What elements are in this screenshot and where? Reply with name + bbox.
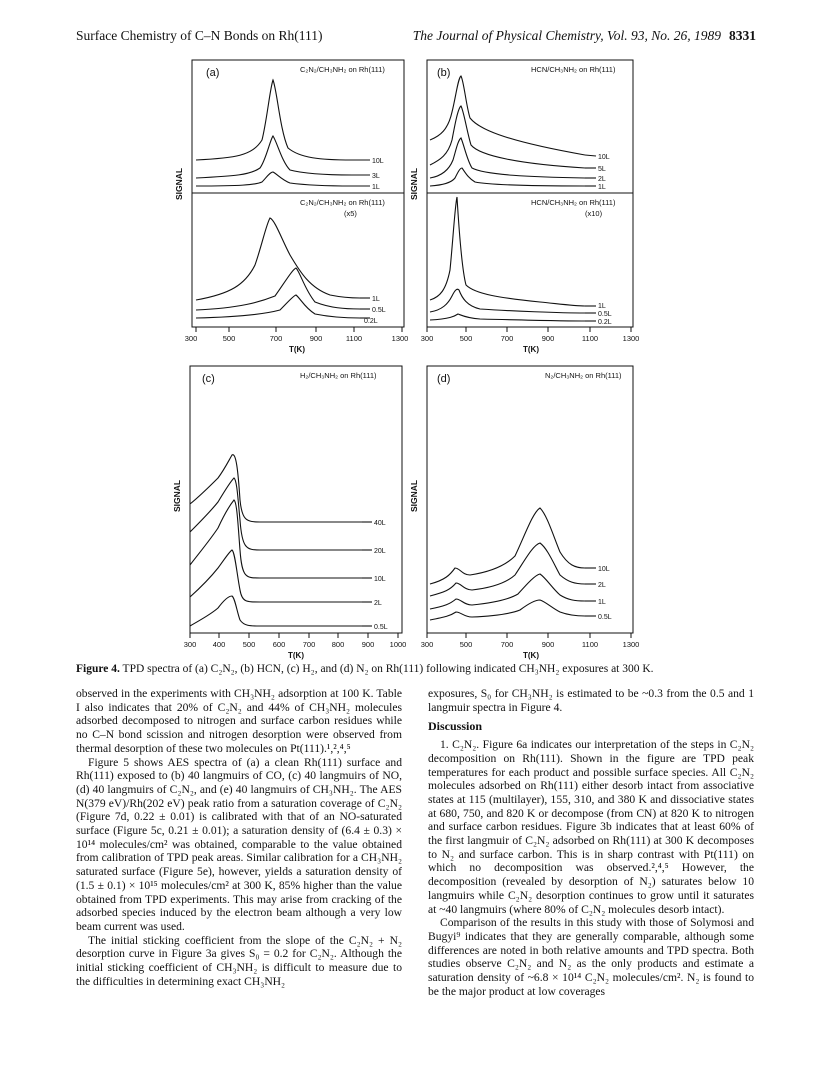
left-column xyxy=(76,687,402,988)
tick-label: 800 xyxy=(331,640,345,649)
tick-label: 1100 xyxy=(581,640,599,649)
curve-label: 2L xyxy=(374,600,382,607)
running-title: Surface Chemistry of C–N Bonds on Rh(111) xyxy=(76,28,323,43)
tick-label: 900 xyxy=(309,334,323,343)
journal-citation: The Journal of Physical Chemistry, Vol. 93, No. 26, 1989 8331 xyxy=(412,28,756,43)
section-heading: Discussion xyxy=(428,719,483,734)
y-axis-label: SIGNAL xyxy=(174,167,184,200)
panel-c-frame xyxy=(190,366,402,633)
right-column xyxy=(428,687,754,998)
tick-label: 1100 xyxy=(345,334,363,343)
panel-b-tag: (b) xyxy=(437,67,451,79)
tick-label: 1300 xyxy=(622,640,640,649)
panel-b-title-top: HCN/CH₃NH₂ on Rh(111) xyxy=(531,65,616,74)
curve-label: 20L xyxy=(374,548,386,555)
curve-label: 0.2L xyxy=(364,318,378,325)
panel-b-subtitle: (x10) xyxy=(585,209,603,218)
panel-d-title: N₂/CH₃NH₂ on Rh(111) xyxy=(545,371,622,380)
x-axis-label: T(K) xyxy=(288,651,304,660)
curve-label: 2L xyxy=(598,176,606,183)
curve-label: 10L xyxy=(372,158,384,165)
page-number: 8331 xyxy=(729,28,756,43)
tick-label: 300 xyxy=(184,334,198,343)
curve-label: 2L xyxy=(598,582,606,589)
panel-a-top-curves xyxy=(196,80,370,186)
tick-label: 500 xyxy=(459,640,473,649)
curve-label: 0.5L xyxy=(598,311,612,318)
panel-a-tag: (a) xyxy=(206,67,220,79)
caption-label: Figure 4. xyxy=(76,663,120,675)
y-axis-label: SIGNAL xyxy=(409,167,419,200)
tick-label: 500 xyxy=(242,640,256,649)
curve-label: 10L xyxy=(598,154,610,161)
x-axis-label: T(K) xyxy=(289,345,305,354)
curve-label: 0.5L xyxy=(374,624,388,631)
tick-label: 300 xyxy=(183,640,197,649)
curve-label: 1L xyxy=(598,303,606,310)
tick-label: 600 xyxy=(272,640,286,649)
tick-label: 700 xyxy=(269,334,283,343)
paragraph: 1. C₂N₂. Figure 6a indicates our interpretation of the steps in C₂N₂ decomposition on Rh(111). Shown in the figure are TPD peak temperatures for each product and possible surface species. All C₂N₂ molecules adsorbed on Rh(111) either desorb intact from associative states at 115 (multilayer), 155, 310, and 380 K and dissociative states at 680, 750, and 820 K or decompose (from CN) at 820 K to nitrogen and surface carbon residues. Figure 3b indicates that at least 60% of the first langmuir of C₂N₂ adsorbed on Rh(111) at 300 K decomposes to N₂ and surface carbon. This is in sharp contrast with Pt(111) on which no decomposition was observed.²,⁴,⁵ However, the decomposition (revealed by desorption of N₂) saturates below 10 langmuirs while C₂N₂ desorption continues to grow until it saturates at ~40 langmuirs (where 80% of C₂N₂ molecules desorb intact). xyxy=(428,738,754,916)
curve-label: 3L xyxy=(372,173,380,180)
curve-label: 1L xyxy=(598,599,606,606)
tick-label: 1000 xyxy=(389,640,407,649)
curve-label: 1L xyxy=(598,184,606,191)
tick-label: 300 xyxy=(420,640,434,649)
tick-label: 900 xyxy=(541,334,555,343)
paragraph: The initial sticking coefficient from the slope of the C₂N₂ + N₂ desorption curve in Figure 3a gives S₀ = 0.2 for C₂N₂. Although the initial sticking coefficient of CH₃NH₂ is difficult to measure due to the difficulties in determining exact CH₃NH₂ xyxy=(76,933,402,988)
panel-a-subtitle: (x5) xyxy=(344,209,357,218)
tick-label: 900 xyxy=(361,640,375,649)
paragraph: Figure 5 shows AES spectra of (a) a clean Rh(111) surface and Rh(111) exposed to (b) 40 langmuirs of CO, (c) 40 langmuirs of NO, (d) 40 langmuirs of C₂N₂, and (e) 40 langmuirs of CH₃NH₂. The AES N(379 eV)/Rh(202 eV) peak ratio from a saturation coverage of C₂N₂ (Figure 7d, 0.22 ± 0.01) is calibrated with that of an NO-saturated surface (Figure 5c, 0.21 ± 0.01); a saturation density of (6.4 ± 0.3) × 10¹⁴ molecules/cm² was obtained, comparable to the value obtained from calibration of TPD peak areas. Similar calibration for a CH₃NH₂ saturated surface (Figure 5e), however, yields a saturation density of (1.5 ± 0.1) × 10¹⁵ molecules/cm² at 300 K, 85% higher than the value obtained from TPD experiments. This may arise from cracking of the adsorbed species induced by the electron beam although a very low beam current was used. xyxy=(76,755,402,933)
panel-a-title-bottom: C₂N₂/CH₃NH₂ on Rh(111) xyxy=(300,198,385,207)
curve-label: 0.2L xyxy=(598,319,612,326)
tick-label: 300 xyxy=(420,334,434,343)
panel-a-title-top: C₂N₂/CH₃NH₂ on Rh(111) xyxy=(300,65,385,74)
panel-d-tag: (d) xyxy=(437,373,451,385)
panel-b-bottom-curves xyxy=(430,197,596,321)
panel-d-curves xyxy=(430,508,596,620)
panel-c-tag: (c) xyxy=(202,373,215,385)
curve-label: 1L xyxy=(372,296,380,303)
caption-text: TPD spectra of (a) C₂N₂, (b) HCN, (c) H₂, and (d) N₂ on Rh(111) following indicated CH₃NH₂ exposures at 300 K. xyxy=(122,663,654,675)
panel-a-bottom-curves xyxy=(196,218,370,318)
panel-b-title-bottom: HCN/CH₃NH₂ on Rh(111) xyxy=(531,198,616,207)
paragraph: exposures, S₀ for CH₃NH₂ is estimated to be ~0.3 from the 0.5 and 1 langmuir spectra in Figure 4. xyxy=(428,687,754,714)
panel-b-top-curves xyxy=(430,76,596,186)
tick-label: 1300 xyxy=(391,334,409,343)
paragraph: Comparison of the results in this study with those of Solymosi and Bugyi⁹ indicates that they are generally comparable, although some differences are noted in both relative amounts and TPD spectra. Both studies observe C₂N₂ and N₂ as the only products and estimate a saturation density of ~6.8 × 10¹⁴ C₂N₂ molecules/cm². N₂ is found to be the major product at low coverages xyxy=(428,916,754,998)
x-axis-label: T(K) xyxy=(523,651,539,660)
curve-label: 0.5L xyxy=(598,614,612,621)
tick-label: 500 xyxy=(222,334,236,343)
curve-label: 5L xyxy=(598,166,606,173)
tick-label: 700 xyxy=(302,640,316,649)
tick-label: 900 xyxy=(541,640,555,649)
x-axis-label: T(K) xyxy=(523,345,539,354)
curve-label: 0.5L xyxy=(372,307,386,314)
paragraph: observed in the experiments with CH₃NH₂ adsorption at 100 K. Table I also indicates that 20% of C₂N₂ and 44% of CH₃NH₂ molecules adsorbed decomposed to nitrogen and surface carbon residues while no C–N bond scission and nitrogen desorption were observed from thermal desorption of these two molecules on Pt(111).¹,²,⁴,⁵ xyxy=(76,687,402,755)
tick-label: 400 xyxy=(212,640,226,649)
panel-d-frame xyxy=(427,366,633,633)
y-axis-label: SIGNAL xyxy=(172,479,182,512)
panel-c-title: H₂/CH₃NH₂ on Rh(111) xyxy=(300,371,377,380)
tick-label: 1300 xyxy=(622,334,640,343)
y-axis-label: SIGNAL xyxy=(409,479,419,512)
curve-label: 10L xyxy=(374,576,386,583)
curve-label: 40L xyxy=(374,520,386,527)
curve-label: 10L xyxy=(598,566,610,573)
tick-label: 500 xyxy=(459,334,473,343)
panel-c-curves xyxy=(190,455,372,626)
figure-caption xyxy=(76,663,756,675)
tick-label: 1100 xyxy=(581,334,599,343)
tick-label: 700 xyxy=(500,334,514,343)
curve-label: 1L xyxy=(372,184,380,191)
tick-label: 700 xyxy=(500,640,514,649)
